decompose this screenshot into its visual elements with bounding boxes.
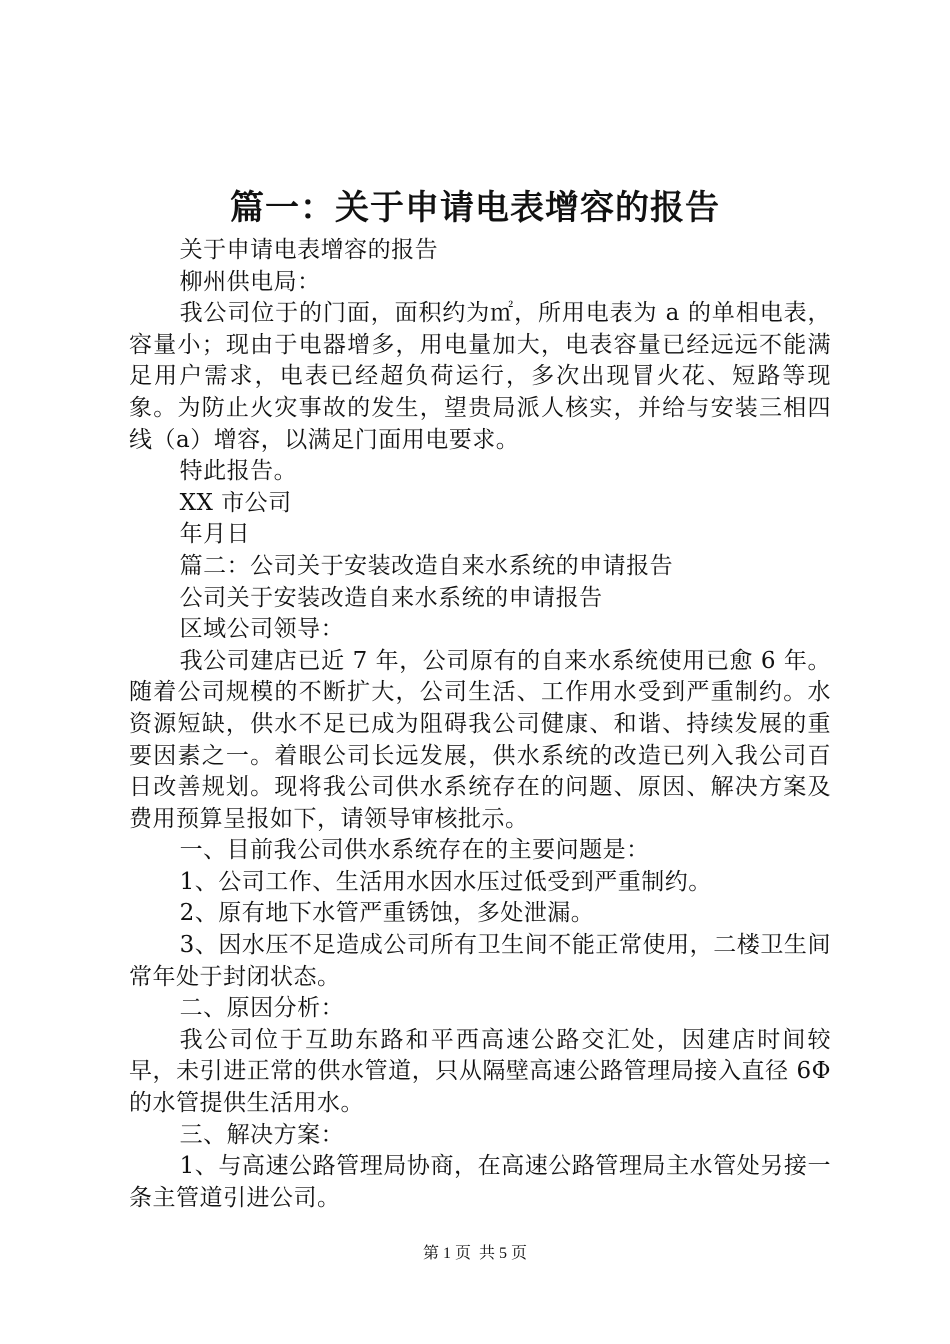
paragraph-subtitle: 关于申请电表增容的报告 bbox=[179, 237, 439, 263]
section-heading-part2: 篇二：公司关于安装改造自来水系统的申请报告 bbox=[179, 552, 674, 579]
list-item: 2、原有地下水管严重锈蚀，多处泄漏。 bbox=[179, 900, 595, 927]
paragraph-cause: 我公司位于互助东路和平西高速公路交汇处，因建店时间较早，未引进正常的供水管道，只从隔壁高速公路管理局接入直径 6Φ 的水管提供生活用水。 bbox=[129, 1026, 831, 1117]
paragraph-addressee: 柳州供电局： bbox=[179, 268, 321, 295]
document-body bbox=[129, 235, 831, 1214]
section-heading-cause: 二、原因分析： bbox=[179, 995, 345, 1022]
page-total: 共 5 页 bbox=[479, 1245, 528, 1262]
page-number: 第 1 页 bbox=[422, 1245, 471, 1262]
paragraph-background: 我公司建店已近 7 年，公司原有的自来水系统使用已愈 6 年。随着公司规模的不断扩大，公司生活、工作用水受到严重制约。水资源短缺，供水不足已成为阻碍我公司健康、和谐、持续发展的重要因素之一。着眼公司长远发展，供水系统的改造已列入我公司百日改善规划。现将我公司供水系统存在的问题、原因、解决方案及费用预算呈报如下，请领导审核批示。 bbox=[129, 647, 831, 832]
section-heading-problems: 一、目前我公司供水系统存在的主要问题是： bbox=[179, 837, 650, 864]
paragraph-report-title: 公司关于安装改造自来水系统的申请报告 bbox=[179, 584, 603, 611]
paragraph-date: 年月日 bbox=[179, 521, 251, 548]
document-title: 篇一：关于申请电表增容的报告 bbox=[230, 188, 720, 228]
paragraph-closing: 特此报告。 bbox=[179, 458, 298, 485]
paragraph-main-body: 我公司位于的门面，面积约为㎡，所用电表为 a 的单相电表，容量小；现由于电器增多，用电量加大，电表容量已经远远不能满足用户需求，电表已经超负荷运行，多次出现冒火花、短路等现象。为防止火灾事故的发生，望贵局派人核实，并给与安装三相四线（a）增容，以满足门面用电要求。 bbox=[129, 300, 831, 453]
paragraph-signature: XX 市公司 bbox=[179, 489, 292, 516]
list-item: 3、因水压不足造成公司所有卫生间不能正常使用，二楼卫生间常年处于封闭状态。 bbox=[129, 932, 831, 990]
section-heading-solution: 三、解决方案： bbox=[179, 1121, 345, 1148]
page-footer bbox=[0, 1244, 950, 1264]
list-item: 1、公司工作、生活用水因水压过低受到严重制约。 bbox=[179, 868, 712, 895]
paragraph-addressee-2: 区域公司领导： bbox=[179, 616, 345, 643]
list-item: 1、与高速公路管理局协商，在高速公路管理局主水管处另接一条主管道引进公司。 bbox=[129, 1153, 831, 1211]
